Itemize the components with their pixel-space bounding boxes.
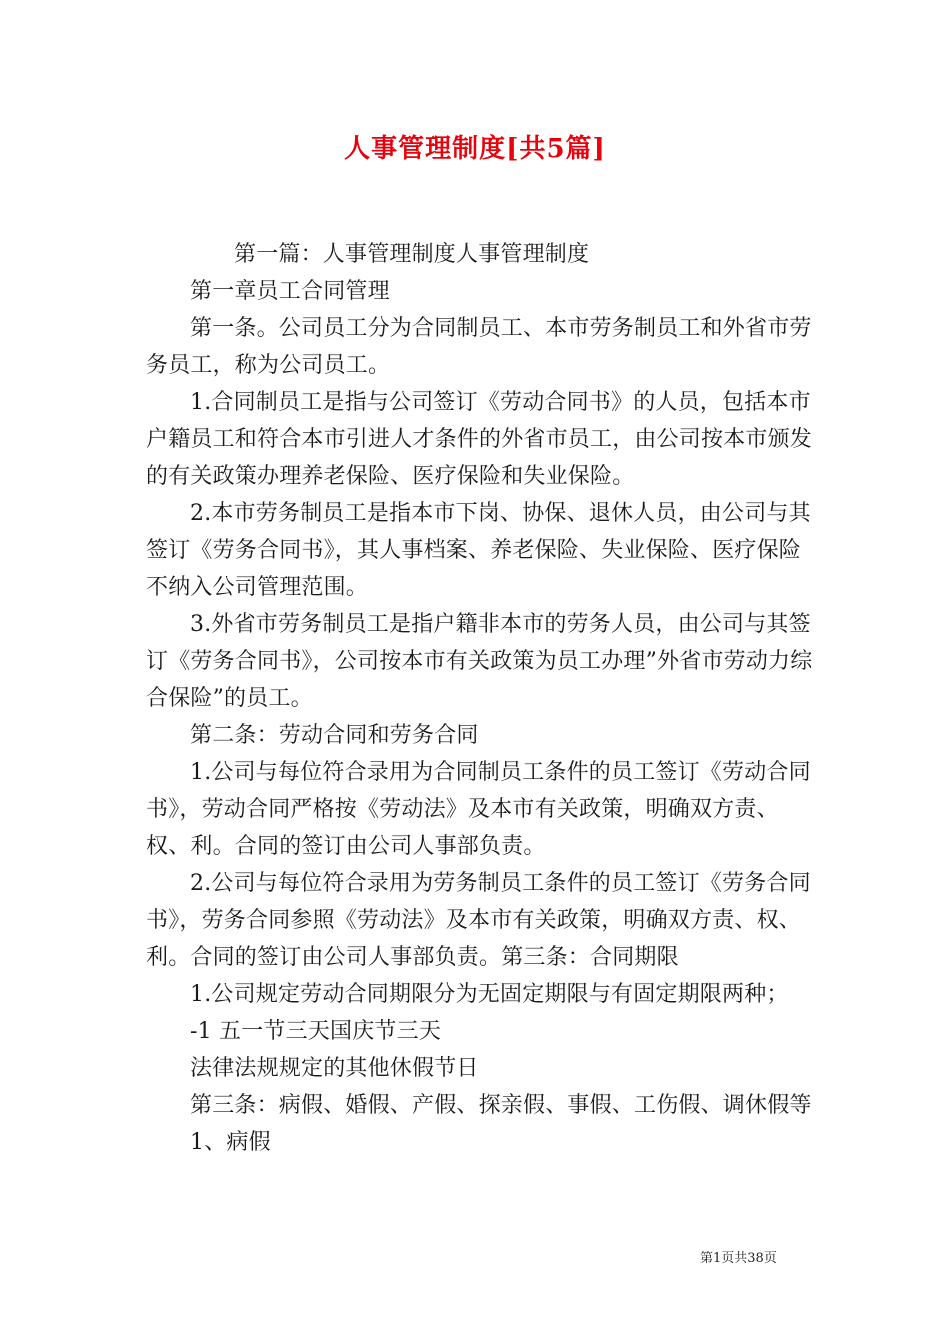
paragraph-article-1-item-1: 1.合同制员工是指与公司签订《劳动合同书》的人员，包括本市户籍员工和符合本市引进人才条件的外省市员工，由公司按本市颁发的有关政策办理养老保险、医疗保险和失业保险。 xyxy=(146,390,813,489)
paragraph-sick-leave: 1、病假 xyxy=(190,1130,271,1155)
paragraph-part-heading: 第一篇：人事管理制度人事管理制度 xyxy=(234,242,590,267)
paragraph-leave-types: 第三条：病假、婚假、产假、探亲假、事假、工伤假、调休假等 xyxy=(190,1093,812,1118)
paragraph-chapter-heading: 第一章员工合同管理 xyxy=(190,279,390,304)
paragraph-article-2: 第二条：劳动合同和劳务合同 xyxy=(190,723,479,748)
document-body xyxy=(146,236,818,1161)
paragraph-article-3-item-1: 1.公司规定劳动合同期限分为无固定期限与有固定期限两种； xyxy=(190,982,789,1007)
paragraph-article-2-item-1: 1.公司与每位符合录用为合同制员工条件的员工签订《劳动合同书》，劳动合同严格按《劳动法》及本市有关政策，明确双方责、权、利。合同的签订由公司人事部负责。 xyxy=(146,760,811,859)
paragraph-article-1-item-2: 2.本市劳务制员工是指本市下岗、协保、退休人员，由公司与其签订《劳务合同书》，其人事档案、养老保险、失业保险、医疗保险不纳入公司管理范围。 xyxy=(146,501,811,600)
page-number-footer: 第1页共38页 xyxy=(700,1251,777,1266)
paragraph-article-1-item-3: 3.外省市劳务制员工是指户籍非本市的劳务人员，由公司与其签订《劳务合同书》，公司按本市有关政策为员工办理”外省市劳动力综合保险”的员工。 xyxy=(146,612,813,711)
paragraph-holiday-line: -1 五一节三天国庆节三天 xyxy=(190,1019,442,1044)
paragraph-article-1: 第一条。公司员工分为合同制员工、本市劳务制员工和外省市劳务员工，称为公司员工。 xyxy=(146,316,812,378)
page-title: 人事管理制度[共5篇] xyxy=(344,134,606,164)
paragraph-article-2-item-2: 2.公司与每位符合录用为劳务制员工条件的员工签订《劳务合同书》，劳务合同参照《劳动法》及本市有关政策，明确双方责、权、利。合同的签订由公司人事部负责。第三条：合同期限 xyxy=(146,871,811,970)
paragraph-other-holidays: 法律法规规定的其他休假节日 xyxy=(190,1056,479,1081)
